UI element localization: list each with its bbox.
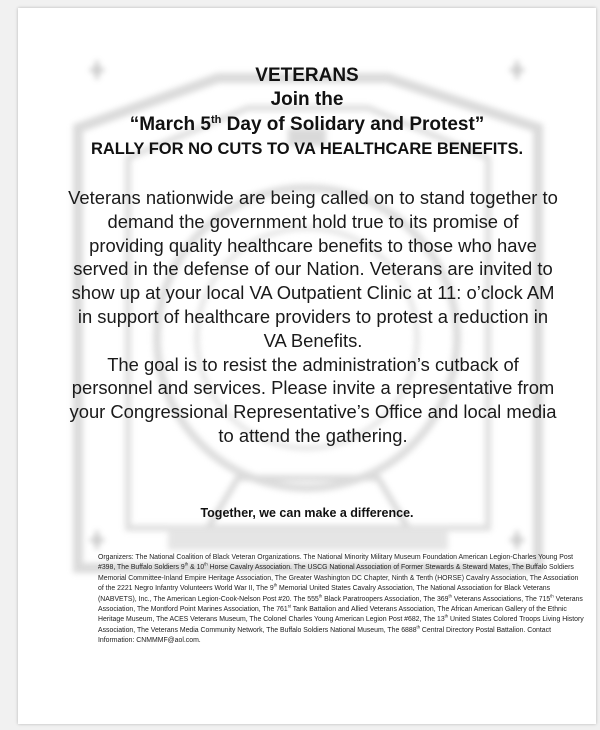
rally-line: RALLY FOR NO CUTS TO VA HEALTHCARE BENEFITS. — [90, 140, 524, 158]
paragraph-call: Veterans nationwide are being called on to stand together to demand the government hold true to its promise of providing quality healthcare benefits to those who have served in the defense of our Nation. Veterans are invited to show up at your local VA Outpatient Clinic at 11: o’clock AM in support of healthcare providers to protest a reduction in VA Benefits. — [68, 187, 558, 351]
join-line: Join the — [270, 89, 344, 110]
tagline: Together, we can make a difference. — [200, 506, 414, 520]
flyer-header — [18, 64, 596, 161]
heading: VETERANS — [255, 65, 359, 86]
flyer-page — [18, 8, 596, 724]
organizers-list: Organizers: The National Coalition of Black Veteran Organizations. The National Minority Military Museum Foundation American Legion-Charles Young Post #398, The Buffalo Soldiers 9th & 10th Horse Cavalry Association. The USCG National Association of Former Stewards & Steward Mates, The Buffalo Soldiers Memorial Committee-Inland Empire Heritage Association, The Greater Washington DC Chapter, Ninth & Tenth (HORSE) Cavalry Association, The Association of the 2221 Negro Infantry Volunteers World War II, The 9th Memorial United States Cavalry Association, The National Association for Black Veterans (NABVETS), Inc., The American Legion-Cook-Nelson Post #20. The 555th Black Paratroopers Association, The 369th Veterans Associations, The 715th Veterans Association, The Montford Point Marines Association, The 761st Tank Battalion and Allied Veterans Association, The African American Gallery of the Ethnic Heritage Museum, The ACES Veterans Museum, The Colonel Charles Young American Legion Post #682, The 13th United States Colored Troops Living History Association, The Veterans Media Community Network, The Buffalo Soldiers National Museum, The 6888th Central Directory Postal Battalion. Contact Information: CNMMMF@aol.com. — [98, 554, 584, 645]
paragraph-goal: The goal is to resist the administration’s cutback of personnel and services. Please invite a representative from your Congressional Representative’s Office and local media to attend the gathering. — [69, 353, 557, 446]
event-title: “March 5th Day of Solidary and Protest” — [129, 114, 485, 135]
flyer-body — [68, 186, 558, 448]
